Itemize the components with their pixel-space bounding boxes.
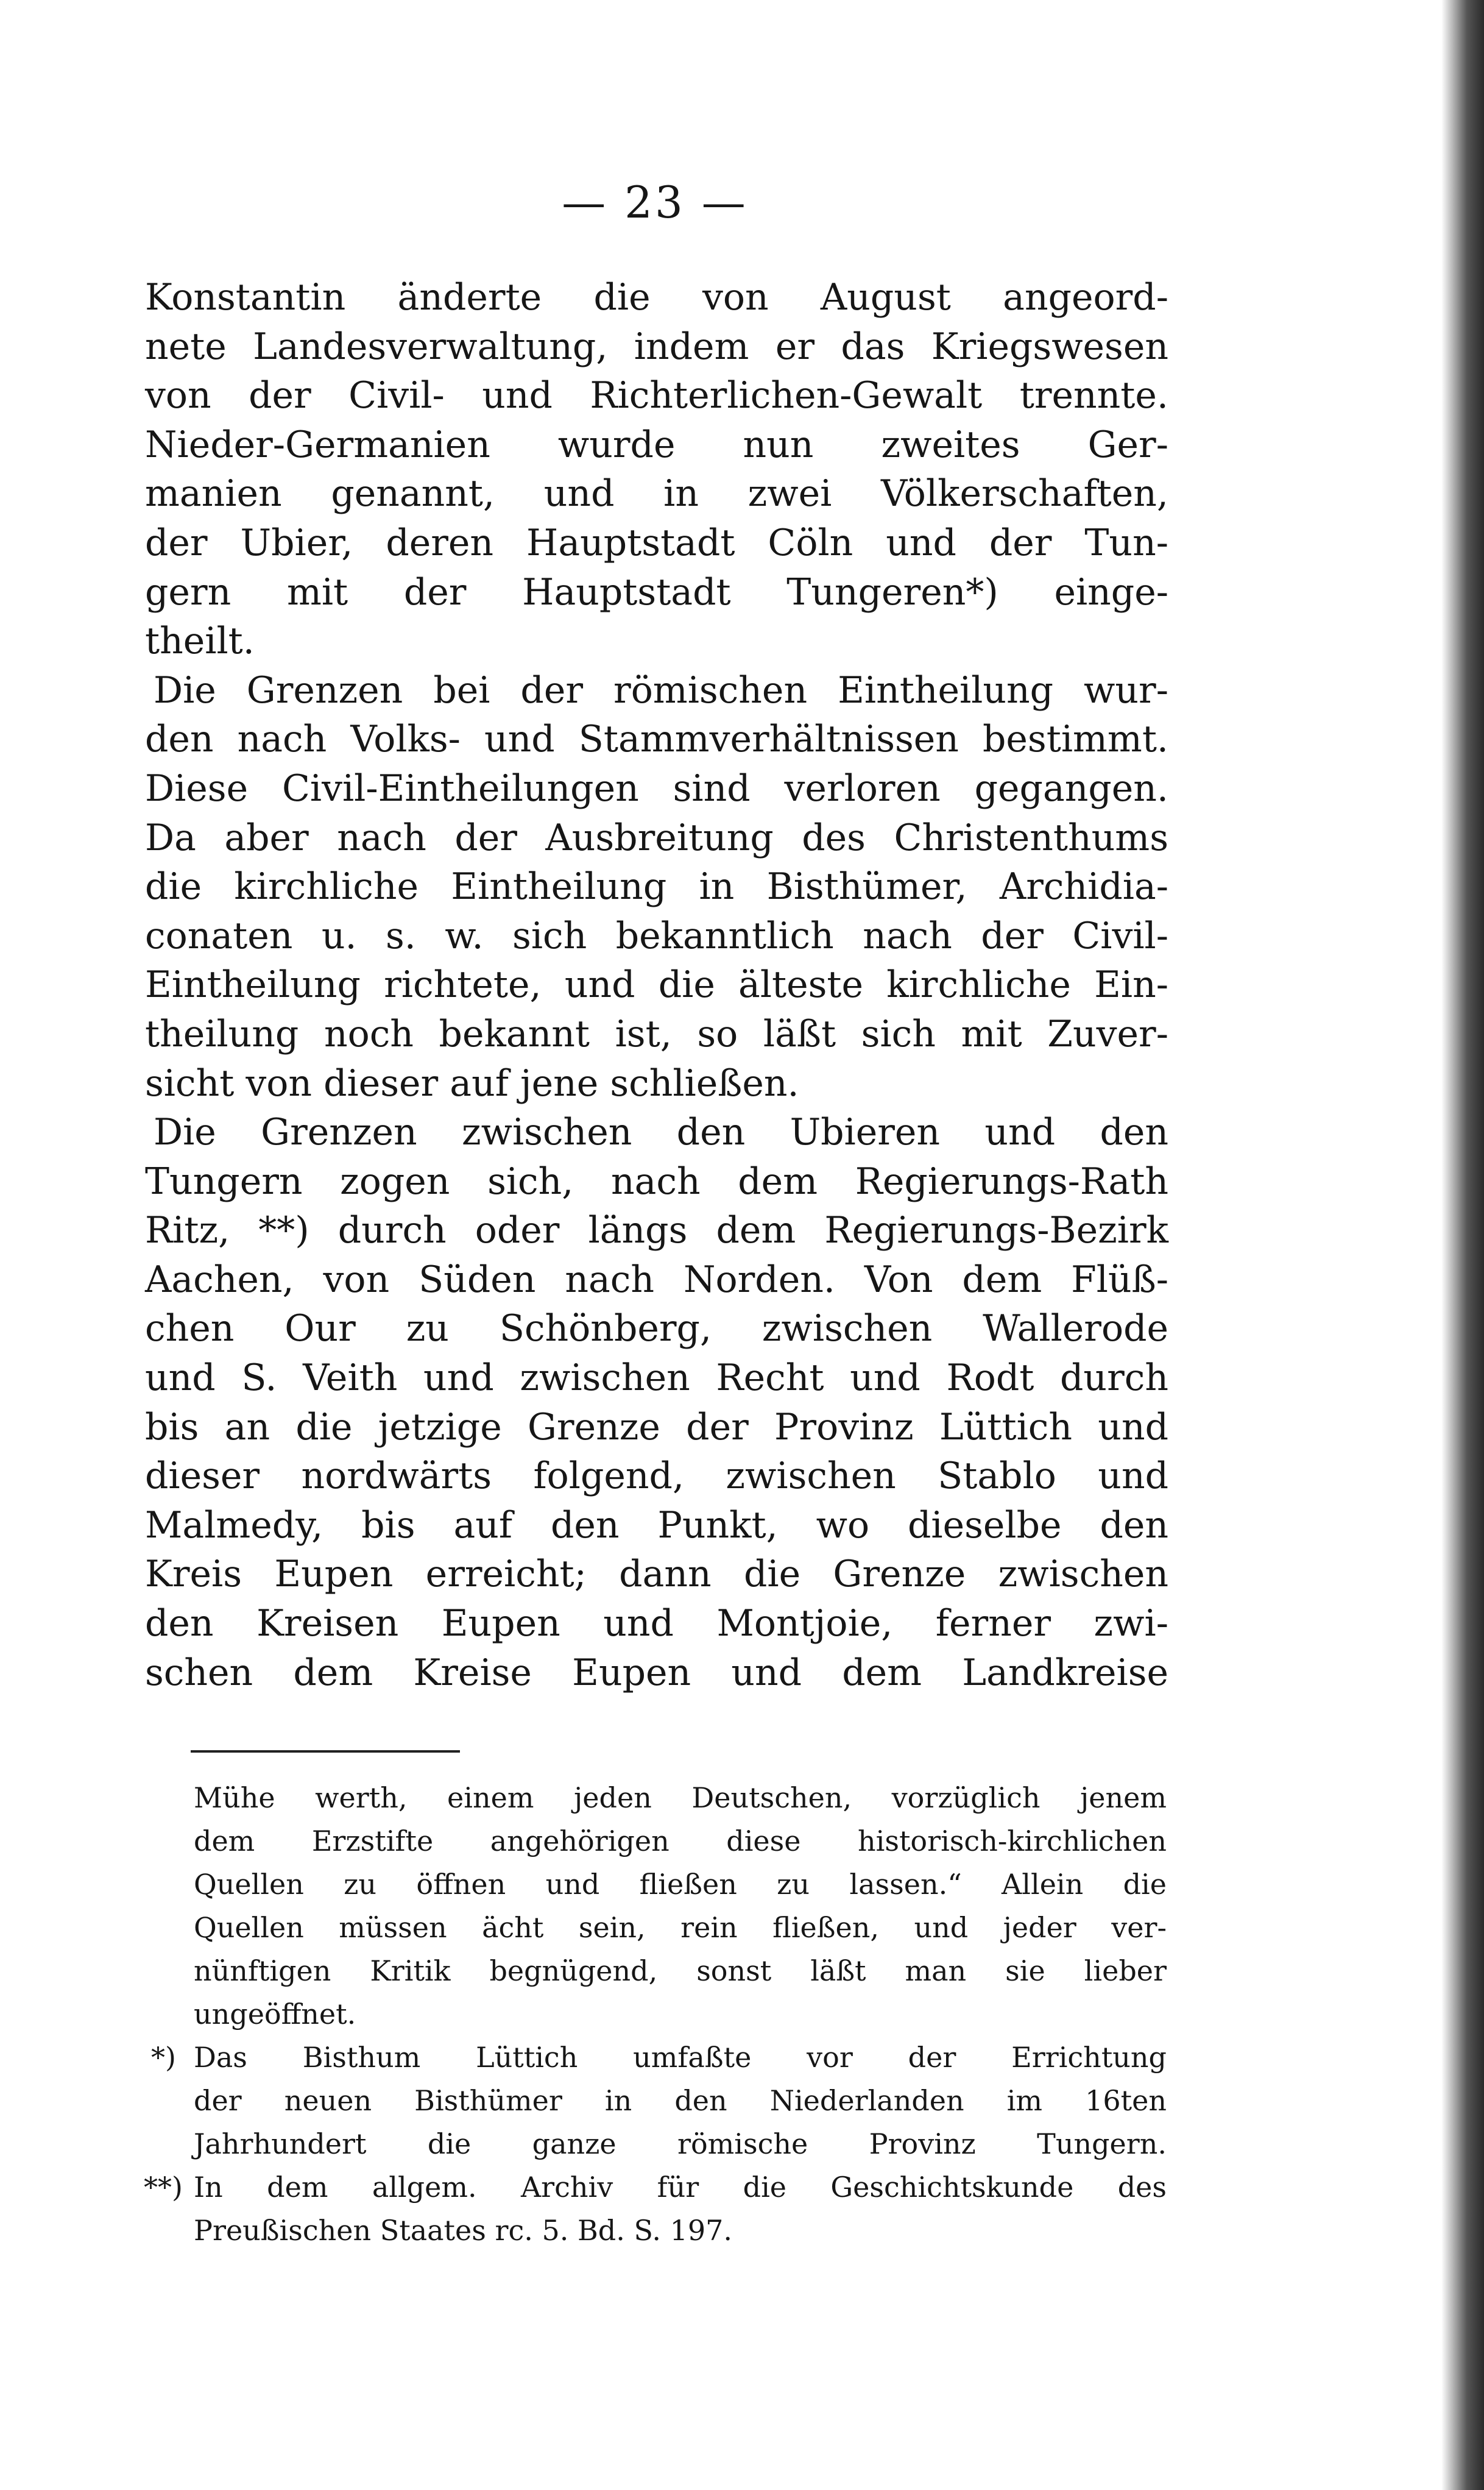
text-line: Die Grenzen bei der römischen Eintheilung wur-: [154, 669, 1168, 712]
footnote-line: der neuen Bisthümer in den Niederlanden im 16ten: [194, 2084, 1167, 2117]
text-line: der Ubier, deren Hauptstadt Cöln und der Tun-: [145, 521, 1168, 564]
text-line: Die Grenzen zwischen den Ubieren und den: [154, 1111, 1168, 1154]
text-line: nete Landesverwaltung, indem er das Kriegswesen: [145, 325, 1168, 368]
text-line: bis an die jetzige Grenze der Provinz Lüttich und: [145, 1405, 1168, 1449]
text-line: sicht von dieser auf jene schließen.: [145, 1062, 799, 1105]
footnote-line: In dem allgem. Archiv für die Geschichtskunde des: [194, 2171, 1167, 2204]
text-line: gern mit der Hauptstadt Tungeren*) einge-: [145, 570, 1168, 614]
text-line: schen dem Kreise Eupen und dem Landkreise: [145, 1651, 1168, 1694]
footnote-line: Mühe werth, einem jeden Deutschen, vorzüglich jenem: [194, 1781, 1167, 1814]
footnote-line: Jahrhundert die ganze römische Provinz Tungern.: [194, 2127, 1167, 2160]
text-line: Tungern zogen sich, nach dem Regierungs-Rath: [145, 1160, 1168, 1203]
text-line: Malmedy, bis auf den Punkt, wo dieselbe den: [145, 1503, 1168, 1547]
footnote-2: [144, 2166, 1167, 2209]
text-line: Aachen, von Süden nach Norden. Von dem Flüß-: [145, 1258, 1168, 1301]
text-line: Ritz, **) durch oder längs dem Regierungs-Bezirk: [145, 1209, 1168, 1252]
text-line: manien genannt, und in zwei Völkerschaften,: [145, 472, 1168, 516]
text-line: den Kreisen Eupen und Montjoie, ferner zwi-: [145, 1602, 1168, 1645]
text-line: von der Civil- und Richterlichen-Gewalt trennte.: [145, 374, 1168, 417]
text-line: Da aber nach der Ausbreitung des Christenthums: [145, 816, 1168, 859]
text-line: conaten u. s. w. sich bekanntlich nach der Civil-: [145, 914, 1168, 957]
text-line: chen Our zu Schönberg, zwischen Wallerode: [145, 1307, 1168, 1350]
footnote-mark: **): [144, 2171, 183, 2204]
footnote-1: [151, 2036, 1167, 2079]
footnote-line: nünftigen Kritik begnügend, sonst läßt man sie lieber: [194, 1954, 1167, 1987]
page-number: — 23 —: [562, 177, 748, 228]
text-line: theilt.: [145, 620, 255, 663]
footnote-line: Das Bisthum Lüttich umfaßte vor der Errichtung: [194, 2041, 1167, 2074]
text-line: theilung noch bekannt ist, so läßt sich mit Zuver-: [145, 1012, 1168, 1055]
footnote-divider: [191, 1750, 460, 1753]
footnote-line: Preußischen Staates rc. 5. Bd. S. 197.: [194, 2214, 733, 2247]
text-line: Eintheilung richtete, und die älteste kirchliche Ein-: [145, 963, 1168, 1007]
text-line: Diese Civil-Eintheilungen sind verloren gegangen.: [145, 767, 1168, 810]
footnote-line: Quellen zu öffnen und fließen zu lassen.“ Allein die: [194, 1868, 1167, 1901]
text-line: Kreis Eupen erreicht; dann die Grenze zwischen: [145, 1553, 1168, 1596]
text-line: die kirchliche Eintheilung in Bisthümer, Archidia-: [145, 865, 1168, 909]
text-line: und S. Veith und zwischen Recht und Rodt durch: [145, 1357, 1168, 1400]
text-line: Nieder-Germanien wurde nun zweites Ger-: [145, 423, 1168, 466]
text-line: Konstantin änderte die von August angeord-: [145, 276, 1168, 319]
footnote-line: Quellen müssen ächt sein, rein fließen, und jeder ver-: [194, 1911, 1167, 1944]
text-line: den nach Volks- und Stammverhältnissen bestimmt.: [145, 718, 1168, 761]
footnote-line: dem Erzstifte angehörigen diese historisch-kirchlichen: [194, 1825, 1167, 1857]
footnote-line: ungeöffnet.: [194, 1998, 356, 2031]
footnotes: [144, 1776, 1167, 2252]
footnote-mark: *): [151, 2041, 176, 2074]
main-text: [145, 273, 1168, 1697]
text-line: dieser nordwärts folgend, zwischen Stablo und: [145, 1455, 1168, 1498]
book-gutter-shadow: [1441, 0, 1484, 2490]
